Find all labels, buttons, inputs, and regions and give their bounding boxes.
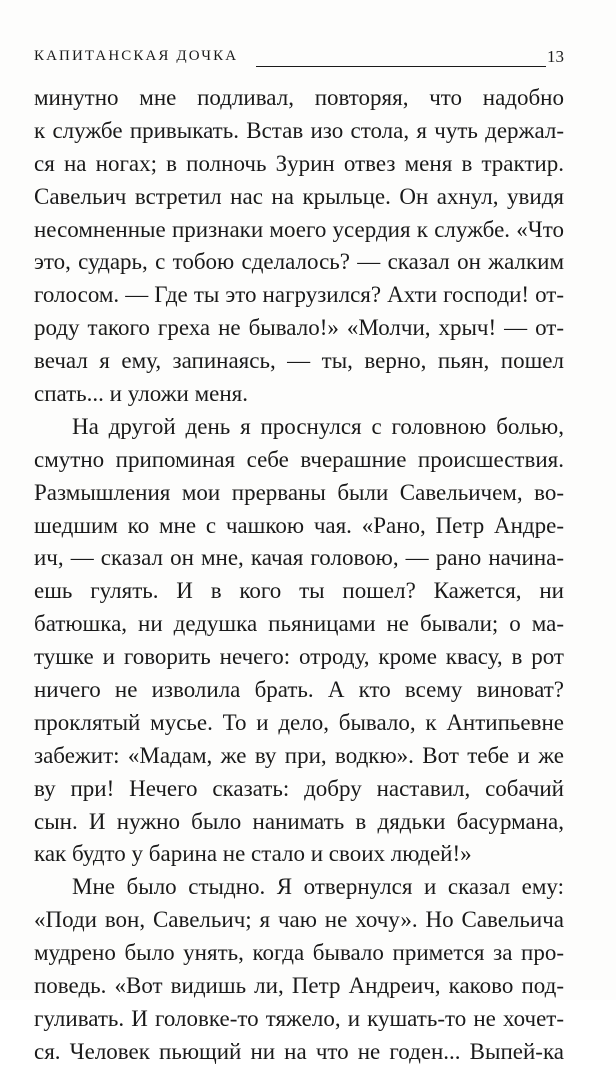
text-line: ич, — сказал он мне, качая головою, — рано начина- (34, 545, 564, 571)
text-line: вечал я ему, запинаясь, — ты, верно, пьян, пошел (34, 348, 564, 374)
text-line: батюшка, ни дедушка пьяницами не бывали; о ма- (34, 611, 564, 637)
text-line: спать... и уложи меня. (34, 381, 248, 407)
text-line: ву при! Нечего сказать: добру наставил, собачий (34, 775, 564, 801)
text-line: гуливать. И головке-то тяжело, и кушать-то не хочет- (34, 1005, 564, 1031)
text-line: тушке и говорить нечего: отроду, кроме квасу, в рот (34, 644, 564, 670)
text-line: несомненные признаки моего усердия к службе. «Что (34, 216, 564, 242)
text-line: ся на ногах; в полночь Зурин отвез меня в трактир. (34, 150, 564, 176)
text-line: На другой день я проснулся с головною болью, (72, 413, 564, 439)
text-line: к службе привыкать. Встав изо стола, я чуть держал- (34, 117, 564, 143)
page-header (34, 44, 564, 74)
text-line: Размышления мои прерваны были Савельичем, во- (34, 479, 564, 505)
text-line: поведь. «Вот видишь ли, Петр Андреич, каково под- (34, 973, 564, 999)
text-line: проклятый мусье. То и дело, бывало, к Антипьевне (34, 709, 564, 735)
text-line: ничего не изволила брать. А кто всему виноват? (34, 677, 564, 703)
header-rule (256, 66, 546, 67)
text-line: как будто у барина не стало и своих людей!» (34, 841, 472, 867)
page-number: 13 (547, 47, 564, 66)
text-line: ся. Человек пьющий ни на что не годен... Выпей-ка (34, 1038, 564, 1064)
text-line: сын. И нужно было нанимать в дядьки басурмана, (34, 808, 564, 834)
body-text (34, 82, 564, 1069)
text-line: «Поди вон, Савельич; я чаю не хочу». Но Савельича (34, 907, 564, 933)
text-line: Савельич встретил нас на крыльце. Он ахнул, увидя (34, 183, 564, 209)
text-line: это, сударь, с тобою сделалось? — сказал он жалким (34, 249, 564, 275)
paragraph-3 (34, 871, 564, 1068)
text-line: роду такого греха не бывало!» «Молчи, хрыч! — от- (34, 315, 564, 341)
text-line: мудрено было унять, когда бывало примется за про- (34, 940, 564, 966)
text-line: забежит: «Мадам, же ву при, водкю». Вот тебе и же (34, 742, 564, 768)
text-line: шедшим ко мне с чашкою чая. «Рано, Петр Андре- (34, 512, 564, 538)
running-title: КАПИТАНСКАЯ ДОЧКА (34, 48, 239, 64)
paragraph-2 (34, 411, 564, 871)
text-line: голосом. — Где ты это нагрузился? Ахти господи! от- (34, 282, 564, 308)
text-line: смутно припоминая себе вчерашние происшествия. (34, 446, 564, 472)
text-line: минутно мне подливал, повторяя, что надобно (34, 85, 564, 110)
text-line: Мне было стыдно. Я отвернулся и сказал ему: (72, 874, 564, 900)
text-line: ешь гулять. И в кого ты пошел? Кажется, ни (34, 578, 564, 604)
paragraph-1 (34, 82, 564, 411)
